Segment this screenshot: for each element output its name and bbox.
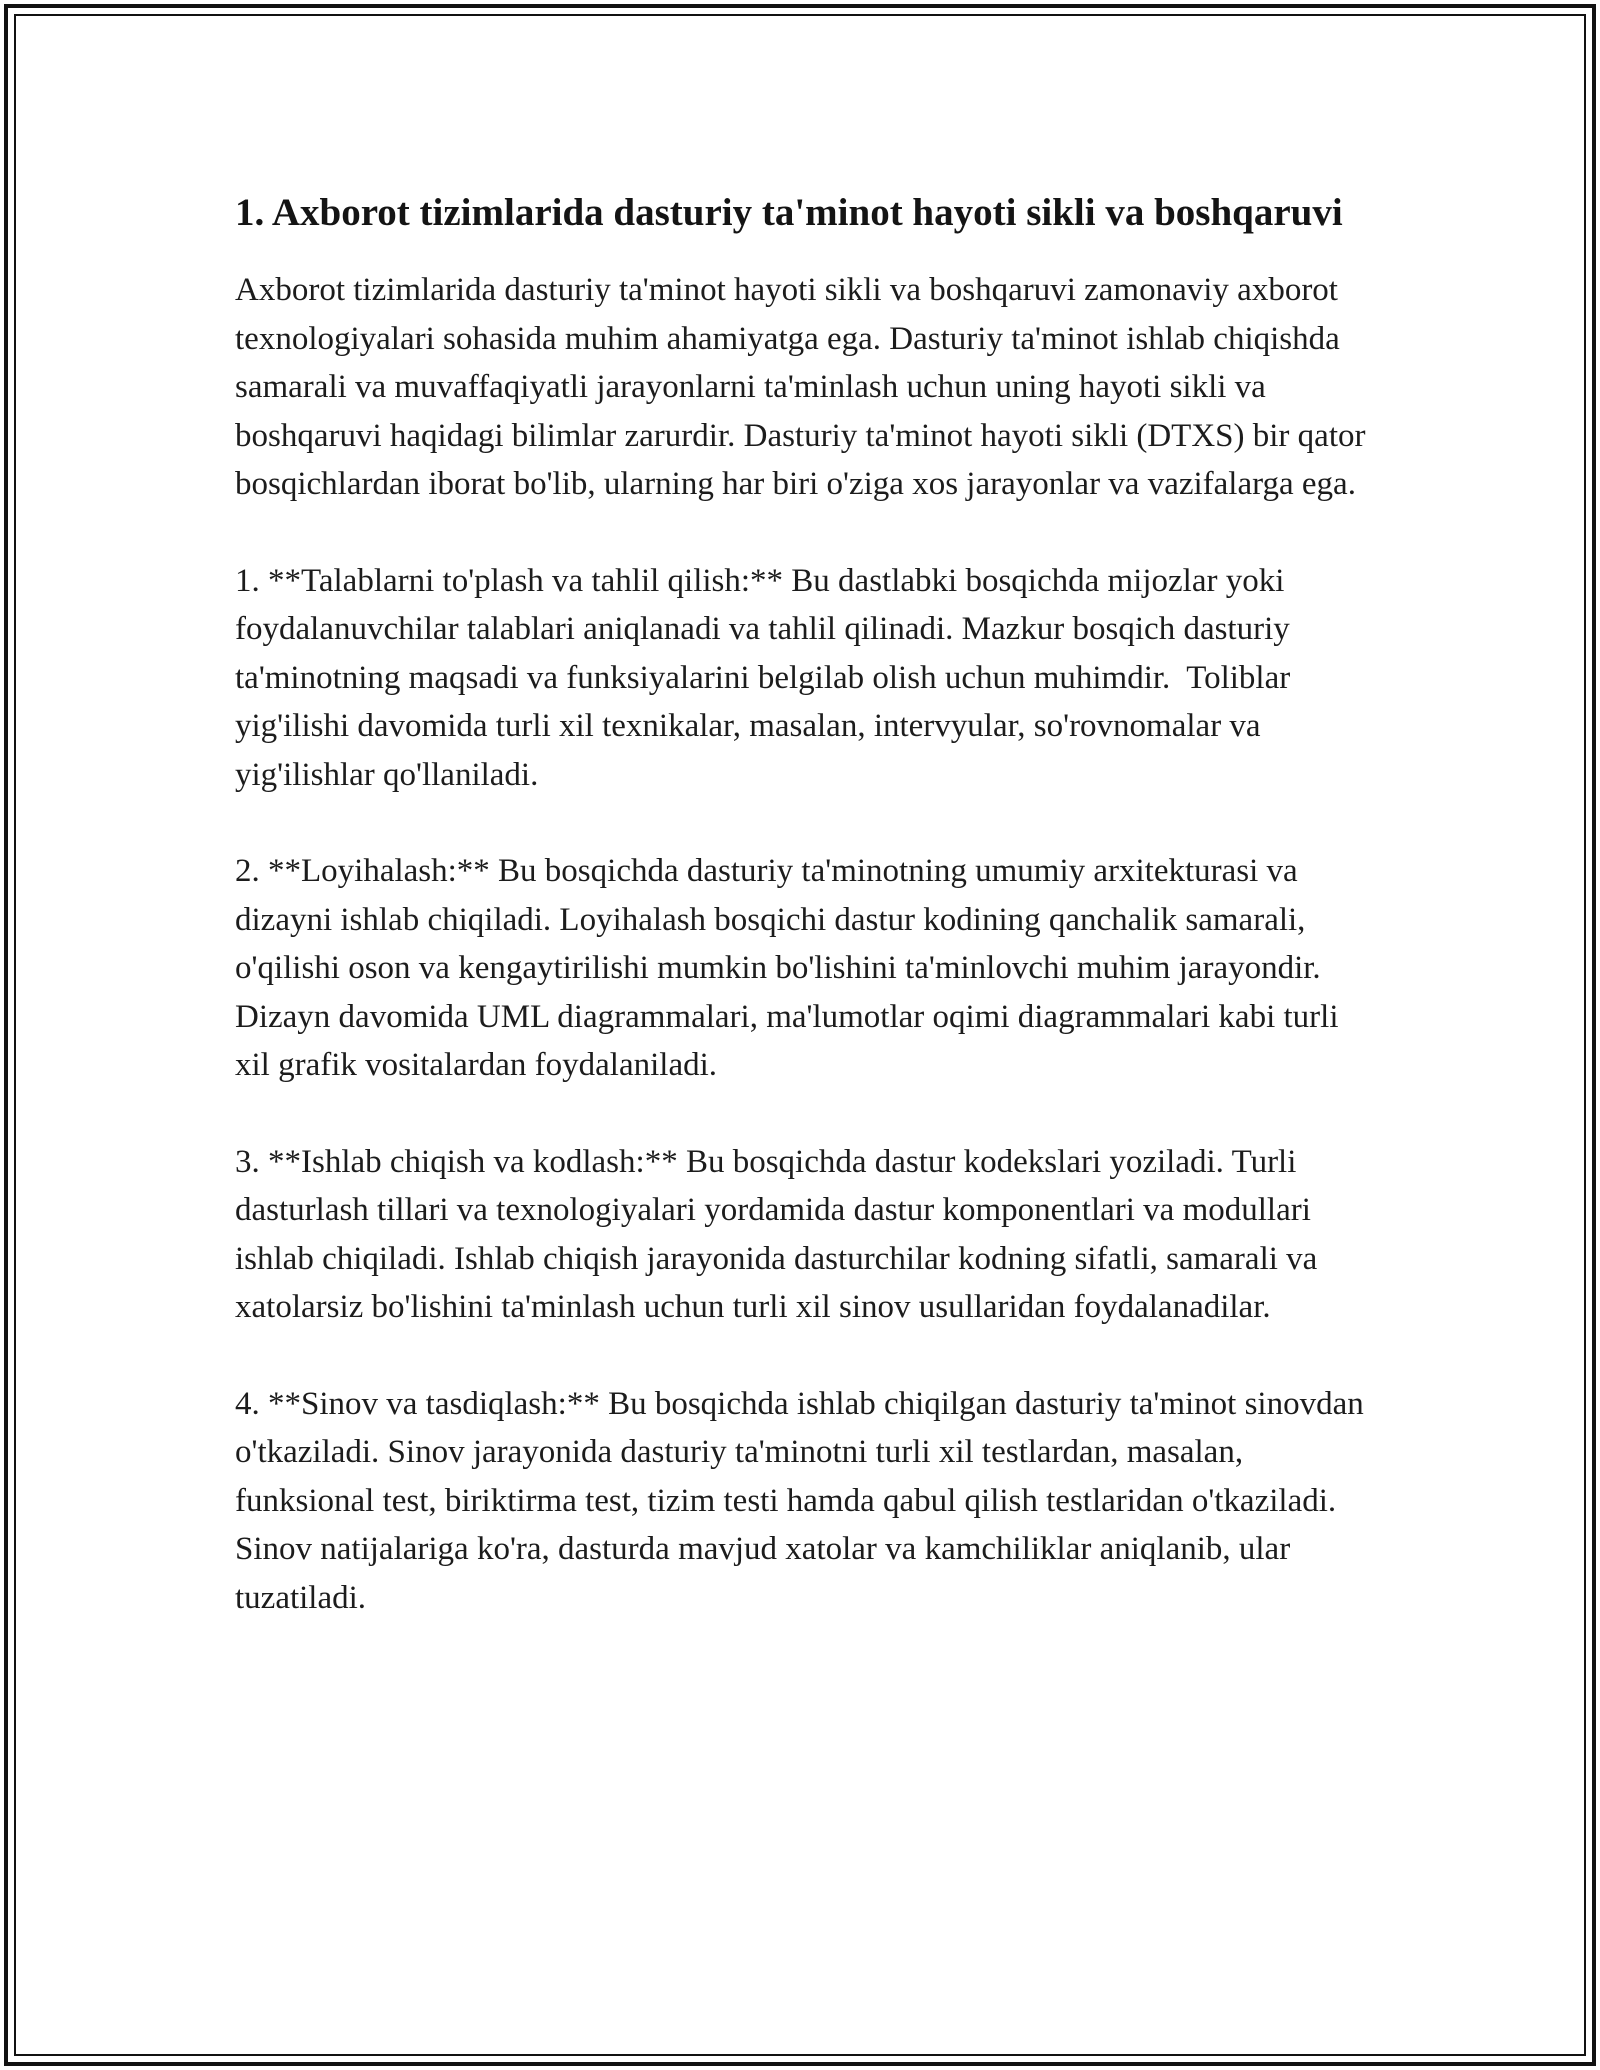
- intro-paragraph: Axborot tizimlarida dasturiy ta'minot hayoti sikli va boshqaruvi zamonaviy axborot texnologiyalari sohasida muhim ahamiyatga ega. Dasturiy ta'minot ishlab chiqishda samarali va muvaffaqiyatli jarayonlarni ta'minlash uchun uning hayoti sikli va boshqaruvi haqidagi bilimlar zarurdir. Dasturiy ta'minot hayoti sikli (DTXS) bir qator bosqichlardan iborat bo'lib, ularning har biri o'ziga xos jarayonlar va vazifalarga ega.: [235, 272, 1374, 502]
- document-title: 1. Axborot tizimlarida dasturiy ta'minot hayoti sikli va boshqaruvi: [235, 191, 1343, 234]
- stage-4-paragraph: 4. **Sinov va tasdiqlash:** Bu bosqichda ishlab chiqilgan dasturiy ta'minot sinovdan o'tkaziladi. Sinov jarayonida dasturiy ta'minotni turli xil testlardan, masalan, funksional test, biriktirma test, tizim testi hamda qabul qilish testlaridan o'tkaziladi. Sinov natijalariga ko'ra, dasturda mavjud xatolar va kamchiliklar aniqlanib, ular tuzatiladi.: [235, 1385, 1373, 1616]
- stage-3-paragraph: 3. **Ishlab chiqish va kodlash:** Bu bosqichda dastur kodekslari yoziladi. Turli dasturlash tillari va texnologiyalari yordamida dastur komponentlari va modullari ishlab chiqiladi. Ishlab chiqish jarayonida dasturchilar kodning sifatli, samarali va xatolarsiz bo'lishini ta'minlash uchun turli xil sinov usullaridan foydalanadilar.: [235, 1143, 1326, 1325]
- stage-1-paragraph: 1. **Talablarni to'plash va tahlil qilish:** Bu dastlabki bosqichda mijozlar yoki foydalanuvchilar talablari aniqlanadi va tahlil qilinadi. Mazkur bosqich dasturiy ta'minotning maqsadi va funksiyalarini belgilab olish uchun muhimdir. Toliblar yig'ilishi davomida turli xil texnikalar, masalan, intervyular, so'rovnomalar va yig'ilishlar qo'llaniladi.: [235, 562, 1299, 793]
- document-body: [235, 185, 1380, 1670]
- stage-2-paragraph: 2. **Loyihalash:** Bu bosqichda dasturiy ta'minotning umumiy arxitekturasi va dizayni ishlab chiqiladi. Loyihalash bosqichi dastur kodining qanchalik samarali, o'qilishi oson va kengaytirilishi mumkin bo'lishini ta'minlovchi muhim jarayondir. Dizayn davomida UML diagrammalari, ma'lumotlar oqimi diagrammalari kabi turli xil grafik vositalardan foydalaniladi.: [235, 853, 1347, 1083]
